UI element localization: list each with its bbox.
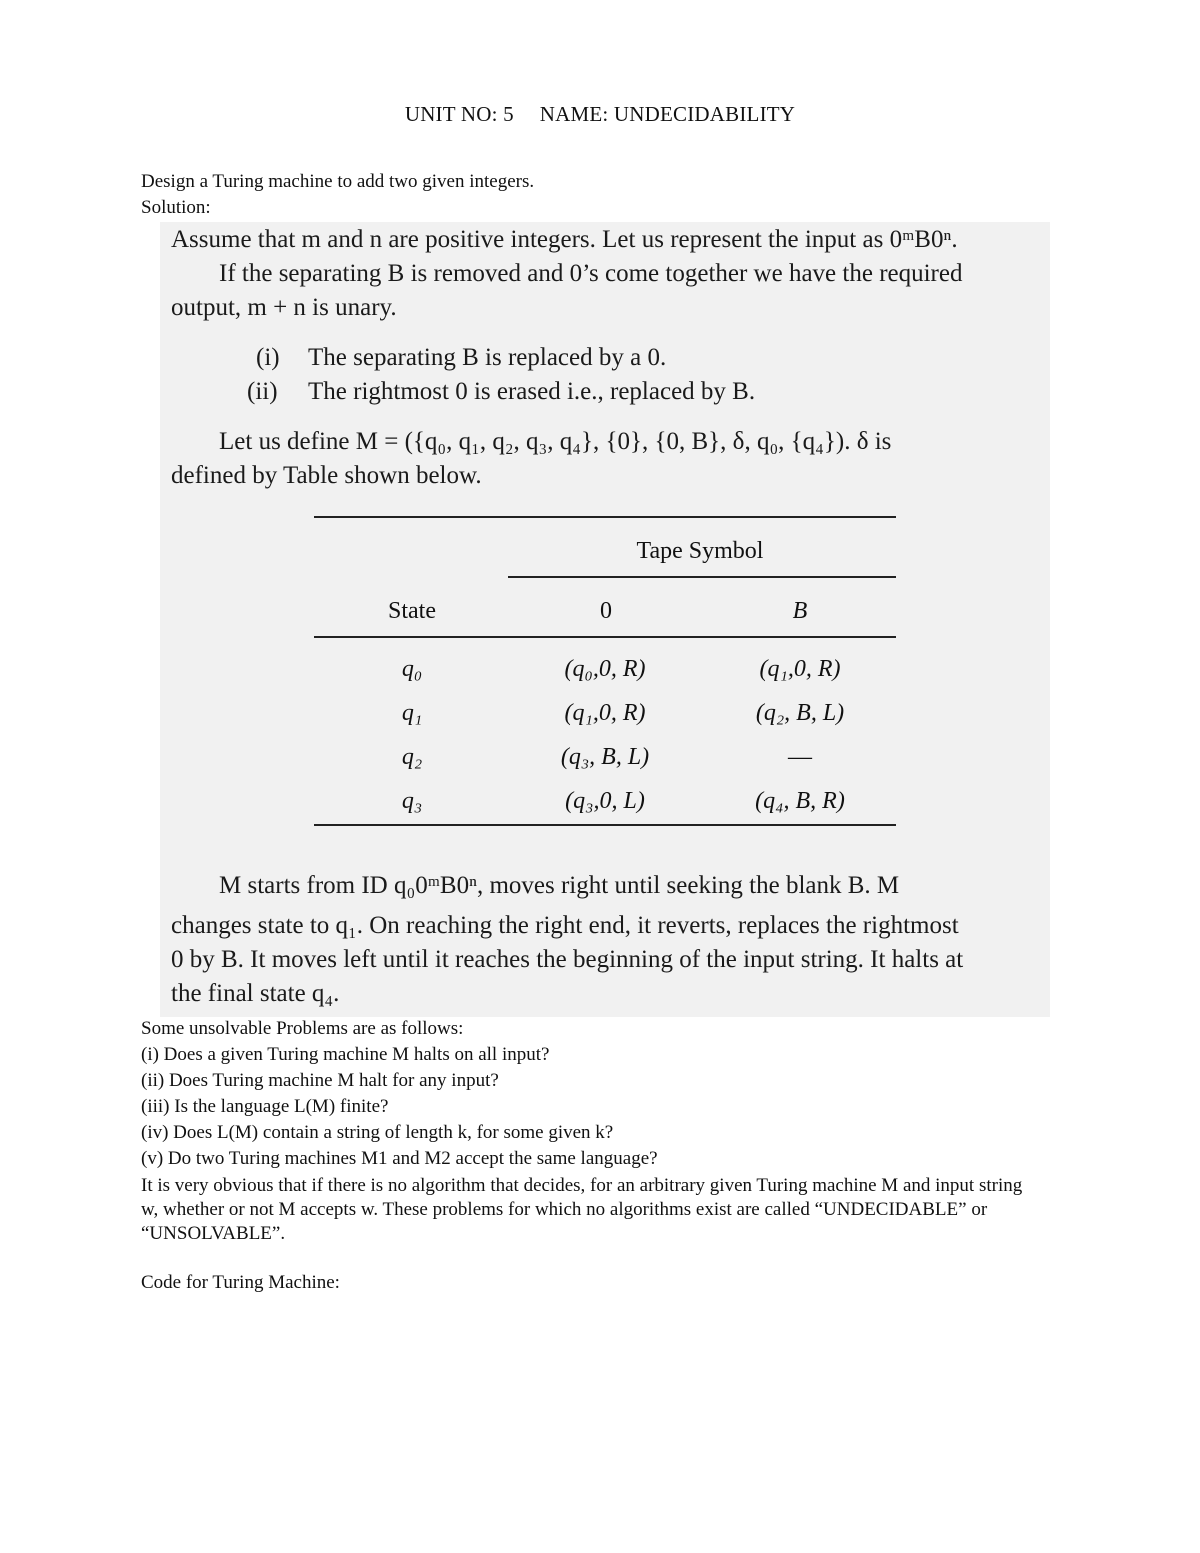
list-item: (ii) Does Turing machine M halt for any input? — [141, 1070, 499, 1091]
step-1-number: (i) — [256, 344, 280, 371]
unsolvable-heading: Some unsolvable Problems are as follows: — [141, 1018, 464, 1039]
table-cell-B: (q₄, B, R) — [755, 788, 845, 814]
table-header-rule — [314, 636, 896, 638]
scan-line-2: If the separating B is removed and 0’s come together we have the required — [219, 260, 963, 287]
desc-line-3: 0 by B. It moves left until it reaches the beginning of the input string. It halts at — [171, 946, 964, 973]
table-top-rule — [314, 516, 896, 518]
scan-line-3: output, m + n is unary. — [171, 294, 397, 321]
code-heading: Code for Turing Machine: — [141, 1272, 340, 1293]
list-item: (i) Does a given Turing machine M halts on all input? — [141, 1044, 550, 1065]
unsolvable-section — [141, 1016, 1041, 1296]
define-line-2: defined by Table shown below. — [171, 462, 482, 489]
col-header-0: 0 — [600, 598, 612, 624]
table-bottom-rule — [314, 824, 896, 826]
tape-symbol-header: Tape Symbol — [636, 538, 764, 564]
table-cell-B: — — [788, 744, 812, 770]
table-cell-0: (q₁,0, R) — [564, 700, 646, 726]
desc-line-4: the final state q₄. — [171, 980, 340, 1007]
table-cell-0: (q₀,0, R) — [564, 656, 646, 682]
table-row-state: q₂ — [401, 744, 423, 770]
undecidable-paragraph: It is very obvious that if there is no algorithm that decides, for an arbitrary given Turing machine M and input string w, whether or not M accepts w. These problems for which no algorithms exist are called “UNDECIDABLE” or “UNSOLVABLE”. — [141, 1175, 1023, 1244]
question-text: Design a Turing machine to add two given integers. — [141, 171, 535, 192]
col-header-B: B — [792, 598, 808, 624]
col-header-state: State — [388, 598, 436, 624]
scanned-solution-image — [160, 222, 1050, 1017]
desc-line-2: changes state to q₁. On reaching the right end, it reverts, replaces the rightmost — [171, 912, 959, 939]
list-item: (iii) Is the language L(M) finite? — [141, 1096, 389, 1117]
scan-line-1: Assume that m and n are positive integers. Let us represent the input as 0ᵐB0ⁿ. — [171, 226, 958, 253]
list-item: (v) Do two Turing machines M1 and M2 accept the same language? — [141, 1148, 658, 1169]
step-2-number: (ii) — [247, 378, 278, 405]
unit-name: NAME: UNDECIDABILITY — [539, 102, 796, 126]
table-row-state: q₁ — [401, 700, 423, 726]
desc-line-1: M starts from ID q₀0ᵐB0ⁿ, moves right until seeking the blank B. M — [219, 872, 900, 899]
table-cell-B: (q₂, B, L) — [755, 700, 845, 726]
tape-symbol-rule — [508, 576, 896, 578]
table-cell-B: (q₁,0, R) — [759, 656, 841, 682]
solution-label: Solution: — [141, 197, 211, 218]
page-header — [0, 102, 1200, 127]
table-cell-0: (q₃,0, L) — [565, 788, 645, 814]
list-item: (iv) Does L(M) contain a string of length k, for some given k? — [141, 1122, 614, 1143]
table-row-state: q₃ — [401, 788, 423, 814]
step-2-text: The rightmost 0 is erased i.e., replaced by B. — [308, 378, 756, 405]
define-line-1: Let us define M = ({q₀, q₁, q₂, q₃, q₄}, {0}, {0, B}, δ, q₀, {q₄}). δ is — [219, 428, 892, 455]
unit-label: UNIT NO: 5 — [404, 102, 514, 126]
table-row-state: q₀ — [401, 656, 423, 682]
step-1-text: The separating B is replaced by a 0. — [308, 344, 667, 371]
table-cell-0: (q₃, B, L) — [560, 744, 650, 770]
intro — [141, 169, 534, 221]
